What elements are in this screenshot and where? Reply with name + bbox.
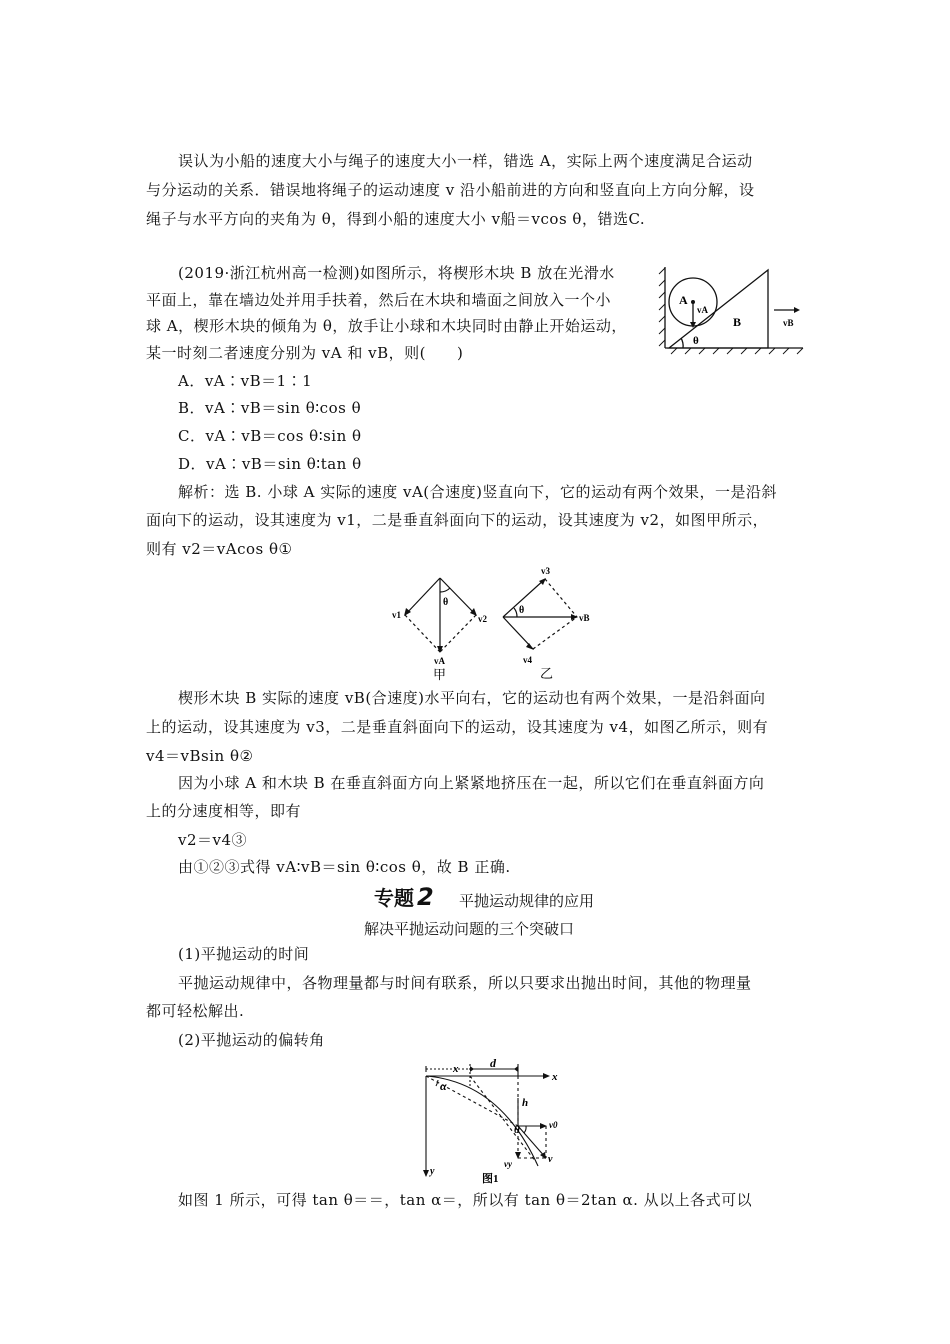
projectile-y-label: y [430,1166,435,1177]
yi-caption: 乙 [540,666,554,681]
vector-figure-jia [390,570,500,685]
section1-heading: (1)平抛运动的时间 [178,945,310,963]
projectile-figure [410,1058,580,1188]
projectile-x-axis-label: x [552,1071,558,1083]
wedge-figure [655,262,805,362]
projectile-caption: 图1 [482,1173,499,1185]
topic-number: 2 [417,883,434,911]
wedge-block-label: B [733,315,742,329]
projectile-alpha-label: α [440,1079,447,1093]
projectile-vy-label: vy [504,1159,512,1169]
jia-theta-label: θ [443,597,449,608]
topic-subtitle: 解决平抛运动问题的三个突破口 [364,920,575,938]
projectile-x-top-label: x [453,1063,459,1075]
projectile-v0-label: v0 [549,1120,558,1130]
problem-line-1: (2019·浙江杭州高一检测)如图所示，将楔形木块 B 放在光滑水 [178,264,615,282]
jia-v2-label: v2 [478,614,487,624]
option-a: A．vA∶vB＝1∶1 [178,372,313,390]
projectile-theta-label: θ [514,1124,520,1136]
solution2-line-5: 上的分速度相等，即有 [146,802,302,820]
wedge-theta-label: θ [693,335,699,347]
yi-v3-label: v3 [541,566,550,576]
intro-line-3: 绳子与水平方向的夹角为 θ，得到小船的速度大小 v船＝vcos θ，错选C. [146,210,646,228]
solution2-line-3: v4＝vBsin θ② [146,747,254,765]
solution2-line-4: 因为小球 A 和木块 B 在垂直斜面方向上紧紧地挤压在一起，所以它们在垂直斜面方向 [178,774,765,792]
yi-vb-label: vB [579,613,590,623]
option-c: C．vA∶vB＝cos θ∶sin θ [178,427,362,445]
solution-line-2: 面向下的运动，设其速度为 v1，二是垂直斜面向下的运动，设其速度为 v2，如图甲所示， [146,511,769,529]
problem-line-2: 平面上，靠在墙边处并用手扶着，然后在木块和墙面之间放入一个小 [146,291,612,309]
problem-line-3: 球 A，楔形木块的倾角为 θ，放手让小球和木块同时由静止开始运动， [146,317,627,335]
option-d: D．vA∶vB＝sin θ∶tan θ [178,455,362,473]
jia-caption: 甲 [433,667,447,682]
wedge-ball-label: A [679,293,688,307]
wedge-vb-label: vB [783,318,794,328]
topic-title: 平抛运动规律的应用 [459,892,595,910]
solution2-line-6: v2＝v4③ [178,831,248,849]
conclusion-line-1: 如图 1 所示，可得 tan θ＝＝，tan α＝，所以有 tan θ＝2tan α. 从以上各式可以 [178,1191,753,1209]
vector-figure-yi [495,565,605,680]
solution-line-1: 解析：选 B. 小球 A 实际的速度 vA(合速度)竖直向下，它的运动有两个效果，一是沿斜 [178,483,777,501]
section1-line-2: 都可轻松解出. [146,1002,245,1020]
solution2-line-7: 由①②③式得 vA∶vB＝sin θ∶cos θ，故 B 正确. [178,858,511,876]
projectile-d-label: d [490,1056,496,1070]
intro-line-1: 误认为小船的速度大小与绳子的速度大小一样，错选 A，实际上两个速度满足合运动 [178,152,753,170]
jia-v1-label: v1 [392,610,401,620]
option-b: B．vA∶vB＝sin θ∶cos θ [178,399,362,417]
yi-theta-label: θ [519,605,525,616]
jia-va-label: vA [434,656,445,666]
solution-line-3: 则有 v2＝vAcos θ① [146,540,293,558]
projectile-h-label: h [522,1097,529,1109]
solution2-line-1: 楔形木块 B 实际的速度 vB(合速度)水平向右，它的运动也有两个效果，一是沿斜面向 [178,689,766,707]
wedge-va-label: vA [697,305,708,315]
section2-heading: (2)平抛运动的偏转角 [178,1031,325,1049]
intro-line-2: 与分运动的关系．错误地将绳子的运动速度 v 沿小船前进的方向和竖直向上方向分解，设 [146,181,755,199]
section1-line-1: 平抛运动规律中，各物理量都与时间有联系，所以只要求出抛出时间，其他的物理量 [178,974,752,992]
problem-line-4: 某一时刻二者速度分别为 vA 和 vB，则( ) [146,344,464,362]
yi-v4-label: v4 [523,655,532,665]
projectile-v-label: v [548,1154,553,1165]
topic-label: 专题 2 [374,883,434,911]
solution2-line-2: 上的运动，设其速度为 v3，二是垂直斜面向下的运动，设其速度为 v4，如图乙所示，则有 [146,718,769,736]
